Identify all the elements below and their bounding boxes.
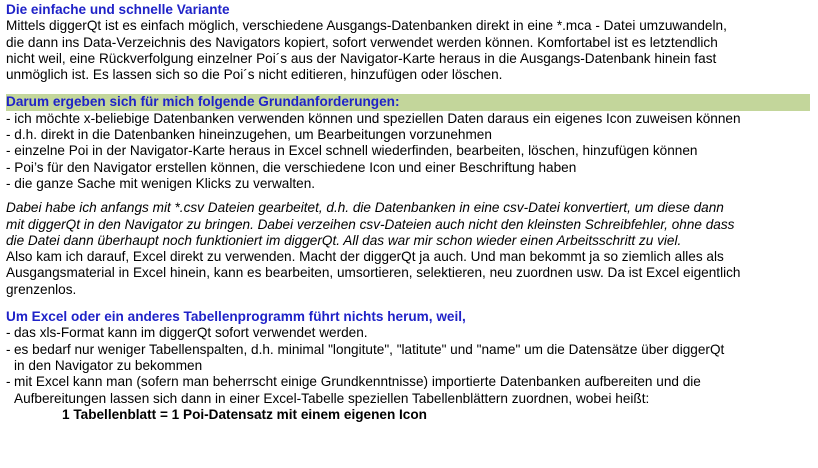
- paragraph-csv-italic: [6, 200, 818, 249]
- paragraph-line: unmöglich ist. Es lassen sich so die Poi´s nicht editieren, hinzufügen oder löschen.: [6, 67, 503, 83]
- paragraph-line: die dann ins Data-Verzeichnis des Navigators kopiert, sofort verwendet werden können. Komfortabel ist es letztendlich: [6, 34, 718, 50]
- list-item-line: mit Excel kann man (sofern man beherrscht einige Grundkenntnisse) importierte Datenbanken aufbereiten und die: [14, 374, 701, 390]
- paragraph-line: grenzenlos.: [6, 281, 77, 297]
- spacer: [6, 83, 818, 94]
- paragraph-line: mit diggerQt in den Navigator zu bringen. Dabei verzeihen csv-Dateien auch nicht den kleinsten Schreibfehler, ohne dass: [6, 216, 735, 232]
- list-item: [6, 374, 818, 407]
- excel-reasons-list: [6, 325, 818, 406]
- section-heading-excel: Um Excel oder ein anderes Tabellenprogramm führt nichts herum, weil,: [6, 309, 466, 325]
- list-item: [6, 325, 818, 341]
- list-item-line: das xls-Format kann im diggerQt sofort verwendet werden.: [14, 325, 368, 341]
- spacer: [6, 192, 818, 200]
- formula-line: 1 Tabellenblatt = 1 Poi-Datensatz mit einem eigenen Icon: [62, 406, 427, 422]
- paragraph-intro: [6, 18, 818, 83]
- list-item: - d.h. direkt in die Datenbanken hineinzugehen, um Bearbeitungen vorzunehmen: [6, 127, 492, 143]
- paragraph-line: Also kam ich darauf, Excel direkt zu verwenden. Macht der diggerQt ja auch. Und man bekommt ja so ziemlich alles als: [6, 249, 724, 265]
- bullet-dash: -: [6, 325, 11, 341]
- list-item: [6, 342, 818, 375]
- requirements-list: [6, 111, 818, 192]
- paragraph-excel: [6, 249, 818, 298]
- paragraph-line: Dabei habe ich anfangs mit *.csv Dateien gearbeitet, d.h. die Datenbanken in eine csv-Datei konvertiert, um diese dann: [6, 200, 724, 216]
- bullet-dash: -: [6, 341, 11, 357]
- list-item-line: es bedarf nur weniger Tabellenspalten, d.h. minimal "longitute", "latitute" und "name" um die Datensätze über diggerQt: [14, 341, 725, 357]
- section-heading-requirements: Darum ergeben sich für mich folgende Grundanforderungen:: [6, 94, 810, 110]
- paragraph-line: Mittels diggerQt ist es einfach möglich, verschiedene Ausgangs-Datenbanken direkt in eine *.mca - Datei umzuwandeln,: [6, 18, 727, 34]
- list-item: - ich möchte x-beliebige Datenbanken verwenden können und speziellen Daten daraus ein eigenes Icon zuweisen können: [6, 110, 741, 126]
- spacer: [6, 298, 818, 309]
- list-item: - die ganze Sache mit wenigen Klicks zu verwalten.: [6, 175, 316, 191]
- list-item: - Poi’s für den Navigator erstellen können, die verschiedene Icon und einer Beschriftung haben: [6, 159, 577, 175]
- list-item-line: in den Navigator zu bekommen: [14, 357, 203, 373]
- paragraph-line: nicht weil, eine Rückverfolgung einzelner Poi´s aus der Navigator-Karte heraus in die Ausgangs-Datenbank hinein fast: [6, 50, 717, 66]
- list-item: - einzelne Poi in der Navigator-Karte heraus in Excel schnell wiederfinden, bearbeiten, löschen, hinzufügen können: [6, 143, 698, 159]
- paragraph-line: Ausgangsmaterial in Excel hinein, kann es bearbeiten, umsortieren, selektieren, neu zuordnen usw. Da ist Excel eigentlich: [6, 265, 741, 281]
- section-heading-variant: Die einfache und schnelle Variante: [6, 2, 230, 17]
- bullet-dash: -: [6, 374, 11, 390]
- list-item-line: Aufbereitungen lassen sich dann in einer Excel-Tabelle speziellen Tabellenblättern zuordnen, wobei heißt:: [14, 390, 650, 406]
- paragraph-line: die Datei dann überhaupt noch funktioniert im diggerQt. All das war mir schon wieder einen Arbeitsschritt zu viel.: [6, 232, 682, 248]
